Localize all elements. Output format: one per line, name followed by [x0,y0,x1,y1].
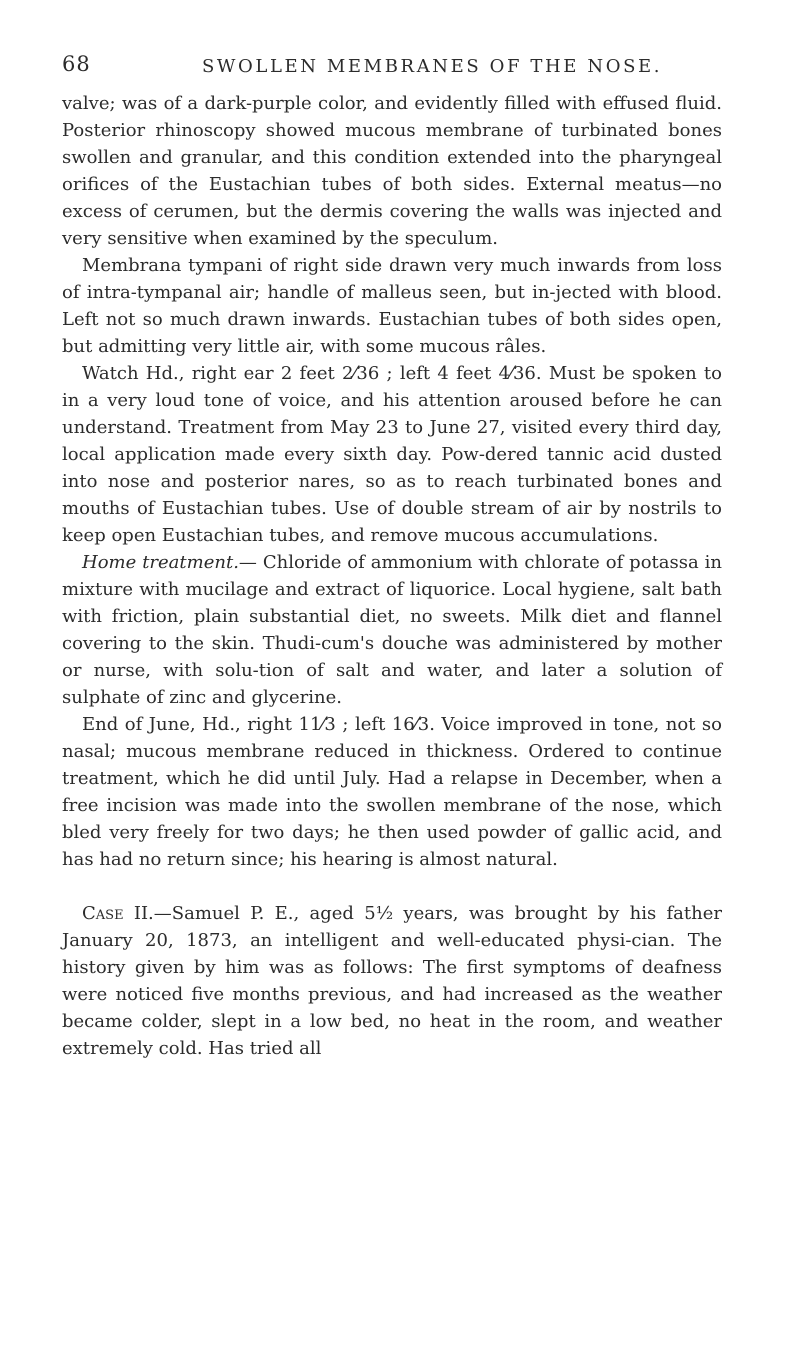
home-treatment-text: — Chloride of ammonium with chlorate of potassa in mixture with mucilage and extract of liquorice. Local hygiene, salt bath with friction, plain substantial diet, no sweets. Milk diet and flannel covering to the skin. Thudi-cum's douche was administered by mother or nurse, with solu-tion of salt and water, and later a solution of sulphate of zinc and glycerine. [62,552,722,708]
paragraph-case-two [62,900,722,1062]
home-treatment-heading: Home treatment. [82,552,239,573]
body-text [62,90,722,1062]
case-heading: Case II. [82,903,154,924]
case-two-text: —Samuel P. E., aged 5½ years, was brought by his father January 20, 1873, an intelligent and well-educated physi-cian. The history given by him was as follows: The first symptoms of deafness were noticed five months previous, and had increased as the weather became colder, slept in a low bed, no heat in the room, and weather extremely cold. Has tried all [62,903,722,1059]
paragraph-watch-hearing: Watch Hd., right ear 2 feet 2⁄36 ; left 4 feet 4⁄36. Must be spoken to in a very loud tone of voice, and his attention aroused before he can understand. Treatment from May 23 to June 27, visited every third day, local application made every sixth day. Pow-dered tannic acid dusted into nose and posterior nares, so as to reach turbinated bones and mouths of Eustachian tubes. Use of double stream of air by nostrils to keep open Eustachian tubes, and remove mucous accumulations. [62,363,722,546]
paragraph-end-of-june: End of June, Hd., right 11⁄3 ; left 16⁄3. Voice improved in tone, not so nasal; mucous membrane reduced in thickness. Ordered to continue treatment, which he did until July. Had a relapse in December, when a free incision was made into the swollen membrane of the nose, which bled very freely for two days; he then used powder of gallic acid, and has had no return since; his hearing is almost natural. [62,714,722,870]
paragraph-home-treatment [62,549,722,711]
paragraph-membrana-tympani: Membrana tympani of right side drawn very much inwards from loss of intra-tympanal air; handle of malleus seen, but in-jected with blood. Left not so much drawn inwards. Eustachian tubes of both sides open, but admitting very little air, with some mucous râles. [62,255,722,357]
running-header [62,52,722,82]
paragraph-continued: valve; was of a dark-purple color, and evidently filled with effused fluid. Posterior rhinoscopy showed mucous membrane of turbinated bones swollen and granular, and this condition extended into the pharyngeal orifices of the Eustachian tubes of both sides. External meatus—no excess of cerumen, but the dermis covering the walls was injected and very sensitive when examined by the speculum. [62,93,722,249]
running-title: SWOLLEN MEMBRANES OF THE NOSE. [202,56,663,77]
page-number: 68 [62,52,91,76]
